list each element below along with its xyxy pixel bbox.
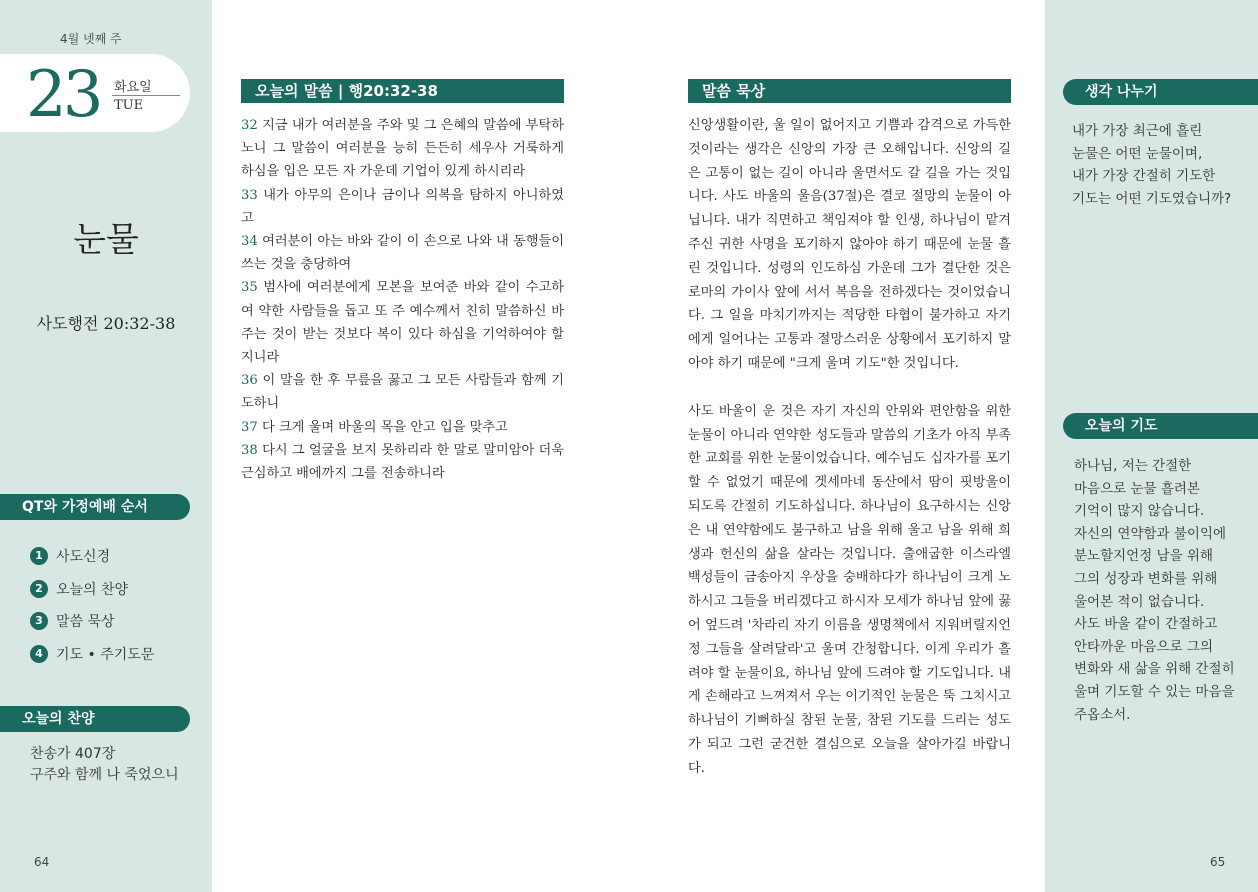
day-number: 23 [26,58,100,132]
list-item [30,540,154,573]
verse-text: 범사에 여러분에게 모본을 보여준 바와 같이 수고하여 약한 사람들을 돕고 또 주 예수께서 친히 말씀하신 바 주는 것이 받는 것보다 복이 있다 하심을 기억하여야 할지니라 [241,280,564,366]
sharing-question [1072,120,1247,210]
meditation-text [688,114,1011,781]
verse-number: 35 [241,280,258,296]
sharing-line: 내가 가장 최근에 흘린 [1072,123,1203,139]
prayer-header: 오늘의 기도 [1063,413,1258,439]
order-item-label: 말씀 묵상 [56,614,115,631]
page-number-left: 64 [34,855,50,869]
meditation-paragraph: 신앙생활이란, 울 일이 없어지고 기쁨과 감격으로 가득한 것이라는 생각은 신앙의 가장 큰 오해입니다. 신앙의 길은 고통이 없는 길이 아니라 울면서도 갈 길을 가는 것입니다. 사도 바울의 울음(37절)은 결코 절망의 눈물이 아닙니다. 내가 직면하고 책임져야 할 인생, 하나님이 맡겨주신 귀한 사명을 포기하지 않아야 하기 때문에 눈물 흘린 것입니다. 성령의 인도하심 가운데 그가 결단한 것은 로마의 가이사 앞에 서서 복음을 전하겠다는 것이었습니다. 그 일을 마치기까지는 적당한 타협이 불가하고 자기에게 일어나는 고통과 절망스러운 상황에서 포기하지 말아야 하기 때문에 "크게 울며 기도"한 것입니다. [688,118,1011,371]
page-title: 눈물 [73,220,139,260]
prayer-line: 분노할지언정 남을 위해 [1074,548,1213,565]
sharing-line: 눈물은 어떤 눈물이며, [1072,145,1203,162]
prayer-line: 변화와 새 삶을 위해 간절히 [1074,661,1235,678]
weekday-en: TUE [114,98,144,113]
meditation-paragraph: 사도 바울이 운 것은 자기 자신의 안위와 편안함을 위한 눈물이 아니라 연약한 성도들과 말씀의 기초가 아직 부족한 교회를 위한 눈물이었습니다. 예수님도 십자가를 포기할 수 없었기 때문에 겟세마네 동산에서 땀이 핏방울이 되도록 간절히 기도하십니다. 하나님이 요구하시는 신앙은 내 연약함에도 불구하고 남을 위해 울고 남을 위해 희생과 헌신의 삶을 살라는 것입니다. 출애굽한 이스라엘 백성들이 금송아지 우상을 숭배하다가 하나님이 크게 노하시고 그들을 버리겠다고 하시자 모세가 하나님 앞에 꿇어 엎드려 '차라리 자기 이름을 생명책에서 지워버릴지언정 그들을 살려달라'고 울며 간청합니다. 이게 우리가 흘려야 할 눈물이요, 하나님 앞에 드려야 할 기도입니다. 내게 손해라고 느껴져서 우는 이기적인 눈물은 뚝 그치시고 하나님이 기뻐하실 참된 눈물, 참된 기도를 드리는 성도가 되고 그런 굳건한 결심으로 오늘을 살아가길 바랍니다. [688,403,1011,776]
hymn-title: 구주와 함께 나 죽었으니 [30,767,179,783]
prayer-line: 기억이 많지 않습니다. [1074,503,1205,520]
number-badge: 4 [30,645,48,663]
hymn-info [30,744,179,786]
prayer-line: 자신의 연약함과 불이익에 [1074,525,1227,542]
verse-text: 다시 그 얼굴을 보지 못하리라 한 말로 말미암아 더욱 근심하고 배에까지 그를 전송하니라 [241,442,564,482]
verse-number: 33 [241,187,258,203]
sharing-line: 기도는 어떤 기도였습니까? [1072,190,1232,207]
prayer-line: 하나님, 저는 간절한 [1074,458,1192,474]
meditation-header: 말씀 묵상 [688,79,1011,103]
week-label: 4월 넷째 주 [60,32,122,46]
verse [241,188,564,226]
sharing-header: 생각 나누기 [1063,79,1258,105]
list-item [30,573,154,606]
verse [241,118,564,179]
order-item-label: 기도 • 주기도문 [56,646,155,663]
verse-text: 다 크게 울며 바울의 목을 안고 입을 맞추고 [257,419,508,435]
prayer-line: 울어본 적이 없습니다. [1074,593,1205,610]
list-item [30,605,154,638]
verse-text: 내가 아무의 은이나 금이나 의복을 탐하지 아니하였고 [241,187,564,226]
order-list [30,540,154,670]
date-divider [112,95,180,96]
prayer-line: 그의 성장과 변화를 위해 [1074,570,1218,587]
prayer-line: 주옵소서. [1074,706,1131,723]
prayer-line: 마음으로 눈물 흘려본 [1074,480,1200,497]
prayer-text [1074,455,1246,726]
number-badge: 2 [30,580,48,598]
scripture-verses [241,114,564,485]
scripture-header: 오늘의 말씀 | 행20:32-38 [241,79,564,103]
scripture-reference: 사도행전 20:32-38 [36,314,176,333]
number-badge: 3 [30,612,48,630]
number-badge: 1 [30,547,48,565]
sharing-line: 내가 가장 간절히 기도한 [1072,168,1216,184]
verse-number: 34 [241,234,258,250]
order-item-label: 오늘의 찬양 [56,581,129,598]
order-item-label: 사도신경 [56,549,111,566]
verse-text: 여러분이 아는 바와 같이 이 손으로 나와 내 동행들이 쓰는 것을 충당하여 [241,234,564,273]
verse-number: 36 [241,373,258,389]
verse [241,443,564,481]
page-number-right: 65 [1210,855,1226,869]
verse [241,420,508,435]
hymn-header: 오늘의 찬양 [0,706,190,732]
verse [241,280,564,365]
verse-number: 37 [241,419,258,435]
verse-number: 32 [241,118,258,133]
verse [241,234,564,272]
weekday-ko: 화요일 [114,80,152,95]
hymn-number: 찬송가 407장 [30,746,116,762]
order-header: QT와 가정예배 순서 [0,494,190,520]
verse-text: 이 말을 한 후 무릎을 꿇고 그 모든 사람들과 함께 기도하니 [241,373,564,412]
prayer-line: 안타까운 마음으로 그의 [1074,638,1213,655]
list-item [30,638,154,671]
prayer-line: 사도 바울 같이 간절하고 [1074,616,1218,633]
verse-number: 38 [241,442,258,458]
verse-text: 지금 내가 여러분을 주와 및 그 은혜의 말씀에 부탁하노니 그 말씀이 여러분을 능히 든든히 세우사 거룩하게 하심을 입은 모든 자 가운데 기업이 있게 하시리라 [241,118,564,180]
prayer-line: 울며 기도할 수 있는 마음을 [1074,683,1235,700]
verse [241,373,564,411]
